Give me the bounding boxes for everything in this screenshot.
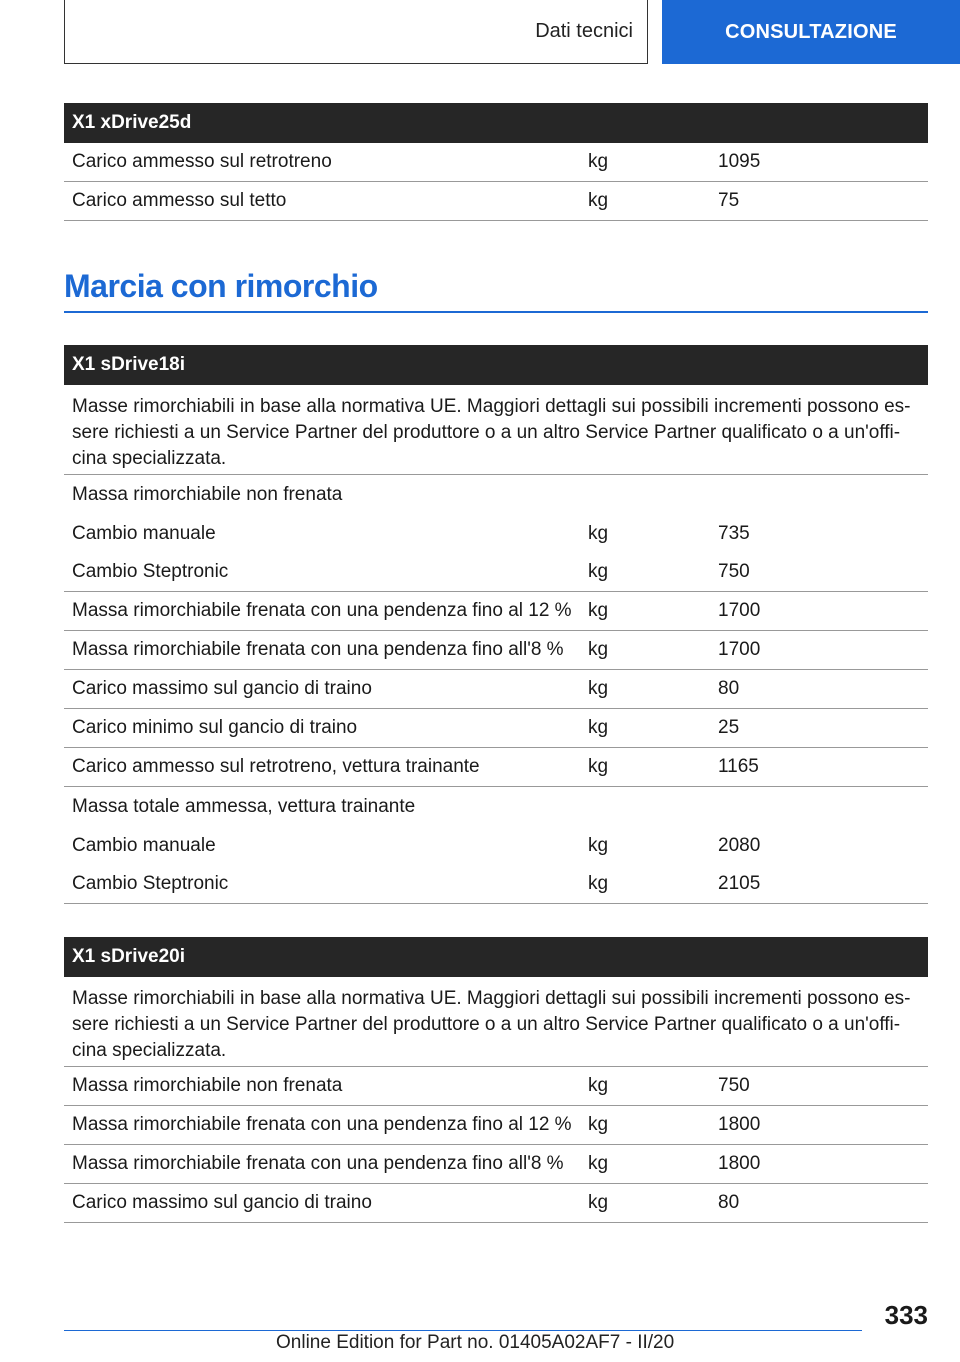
row-label: Massa rimorchiabile frenata con una pendenza fino all'8 %: [72, 639, 564, 660]
group-label: Massa totale ammessa, vettura trainante: [72, 795, 416, 817]
row-value: 750: [718, 1075, 750, 1096]
section-title: Marcia con rimorchio: [64, 268, 378, 304]
row-value: 750: [718, 561, 750, 582]
row-label: Massa rimorchiabile frenata con una pendenza fino al 12 %: [72, 600, 572, 621]
row-value: 735: [718, 522, 750, 544]
table-row: [64, 592, 928, 631]
row-value: 80: [718, 678, 740, 699]
row-unit: kg: [588, 190, 609, 211]
table-sdrive20i: [64, 937, 928, 1223]
table-group-heading: [64, 787, 928, 826]
row-label: Carico ammesso sul tetto: [72, 190, 287, 211]
row-unit: kg: [588, 678, 609, 699]
header-chapter-tab[interactable]: [662, 0, 960, 64]
row-value: 1700: [718, 600, 761, 621]
header-section-label: Dati tecnici: [535, 20, 633, 42]
table-title: X1 xDrive25d: [64, 103, 928, 143]
row-label: Carico massimo sul gancio di traino: [72, 678, 372, 699]
section-divider: [64, 311, 928, 313]
footer-edition: Online Edition for Part no. 01405A02AF7 - II/20: [276, 1332, 675, 1353]
row-value: 25: [718, 717, 740, 738]
row-label: Massa rimorchiabile frenata con una pendenza fino all'8 %: [72, 1153, 564, 1174]
row-label: Cambio Steptronic: [72, 561, 229, 582]
table-xdrive25d: [64, 103, 928, 221]
table-row: [64, 826, 928, 865]
footer-divider: [64, 1330, 862, 1331]
table-row: [64, 182, 928, 221]
table-title: X1 sDrive20i: [64, 937, 928, 977]
row-value: 1800: [718, 1153, 761, 1174]
row-label: Carico minimo sul gancio di traino: [72, 717, 358, 738]
row-unit: kg: [588, 1192, 609, 1213]
row-unit: kg: [588, 561, 609, 582]
row-label: Carico ammesso sul retrotreno: [72, 151, 332, 172]
group-label: Massa rimorchiabile non frenata: [72, 483, 343, 505]
row-unit: kg: [588, 756, 609, 777]
row-label: Massa rimorchiabile frenata con una pendenza fino al 12 %: [72, 1114, 572, 1135]
table-row: [64, 143, 928, 182]
row-unit: kg: [588, 873, 609, 894]
table-group-heading: [64, 475, 928, 514]
row-unit: kg: [588, 1153, 609, 1174]
header-section-tab: [64, 0, 648, 64]
row-value: 1095: [718, 151, 761, 172]
row-value: 75: [718, 190, 740, 211]
row-label: Massa rimorchiabile non frenata: [72, 1075, 343, 1096]
row-value: 2105: [718, 873, 761, 894]
row-unit: kg: [588, 1114, 609, 1135]
row-unit: kg: [588, 600, 609, 621]
table-row: [64, 670, 928, 709]
row-unit: kg: [588, 717, 609, 738]
row-label: Carico massimo sul gancio di traino: [72, 1192, 372, 1213]
table-row: [64, 1184, 928, 1223]
row-label: Cambio manuale: [72, 522, 216, 544]
header-chapter-label: CONSULTAZIONE: [725, 20, 897, 43]
table-sdrive18i: [64, 345, 928, 904]
row-unit: kg: [588, 522, 609, 544]
table-row: [64, 514, 928, 553]
row-unit: kg: [588, 834, 609, 856]
table-title: X1 sDrive18i: [64, 345, 928, 385]
row-label: Cambio Steptronic: [72, 873, 229, 894]
page-number: 333: [884, 1300, 928, 1330]
row-label: Cambio manuale: [72, 834, 216, 856]
table-row: [64, 865, 928, 904]
table-row: [64, 1067, 928, 1106]
row-unit: kg: [588, 639, 609, 660]
row-value: 80: [718, 1192, 740, 1213]
table-row: [64, 1145, 928, 1184]
table-note: Masse rimorchiabili in base alla normativa UE. Maggiori dettagli sui possibili incrementi possono essere richiesti a un Service Partner del produttore o a un altro Service Partner qualificato o a un'officina specializzata.: [64, 385, 928, 475]
row-value: 1165: [718, 756, 759, 777]
row-label: Carico ammesso sul retrotreno, vettura trainante: [72, 756, 480, 777]
row-unit: kg: [588, 151, 609, 172]
row-value: 1700: [718, 639, 761, 660]
row-value: 2080: [718, 834, 761, 856]
row-unit: kg: [588, 1075, 609, 1096]
table-row: [64, 709, 928, 748]
row-value: 1800: [718, 1114, 761, 1135]
table-row: [64, 553, 928, 592]
table-note: Masse rimorchiabili in base alla normativa UE. Maggiori dettagli sui possibili incrementi possono essere richiesti a un Service Partner del produttore o a un altro Service Partner qualificato o a un'officina specializzata.: [64, 977, 928, 1067]
table-row: [64, 748, 928, 787]
table-row: [64, 631, 928, 670]
table-row: [64, 1106, 928, 1145]
